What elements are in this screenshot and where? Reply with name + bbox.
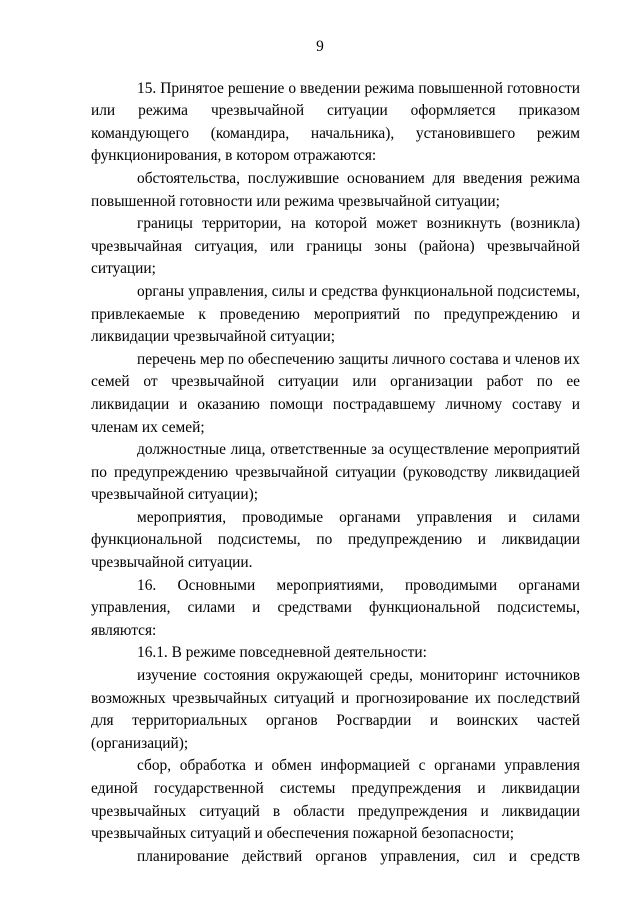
paragraph-16: 16. Основными мероприятиями, проводимыми органами управления, силами и средствами функциональной подсистемы, являются: [91,576,580,639]
paragraph-territory-boundaries: границы территории, на которой может возникнуть (возникла) чрезвычайная ситуация, или границы зоны (района) чрезвычайной ситуации; [91,215,580,278]
paragraph-16-1: 16.1. В режиме повседневной деятельности: [137,644,427,662]
paragraph-responsible-officials: должностные лица, ответственные за осуществление мероприятий по предупреждению чрезвычайной ситуации (руководству ликвидацией чрезвычайной ситуации); [91,441,580,504]
paragraph-circumstances: обстоятельства, послужившие основанием для введения режима повышенной готовности или режима чрезвычайной ситуации; [91,169,580,210]
page-number: 9 [316,38,324,55]
paragraph-15: 15. Принятое решение о введении режима повышенной готовности или режима чрезвычайной ситуации оформляется приказом командующего (командира, начальника), установившего режим функционирования, в котором отражаются: [91,79,580,165]
paragraph-information-exchange: сбор, обработка и обмен информацией с органами управления единой государственной системы предупреждения и ликвидации чрезвычайных ситуаций в области предупреждения и ликвидации чрезвычайных ситуаций и обеспечения пожарной безопасности; [91,757,580,843]
paragraph-planning: планирование действий органов управления, сил и средств [137,847,580,865]
paragraph-control-bodies: органы управления, силы и средства функциональной подсистемы, привлекаемые к проведению мероприятий по предупреждению и ликвидации чрезвычайной ситуации; [91,282,580,346]
paragraph-environment-study: изучение состояния окружающей среды, мониторинг источников возможных чрезвычайных ситуаций и прогнозирование их последствий для территориальных органов Росгвардии и воинских частей (организаций); [91,667,580,752]
paragraph-protection-measures: перечень мер по обеспечению защиты личного состава и членов их семей от чрезвычайной ситуации или организации работ по ее ликвидации и оказанию помощи пострадавшему личному составу и членам их семей; [91,350,580,436]
paragraph-activities: мероприятия, проводимые органами управления и силами функциональной подсистемы, по предупреждению и ликвидации чрезвычайной ситуации. [91,508,580,572]
